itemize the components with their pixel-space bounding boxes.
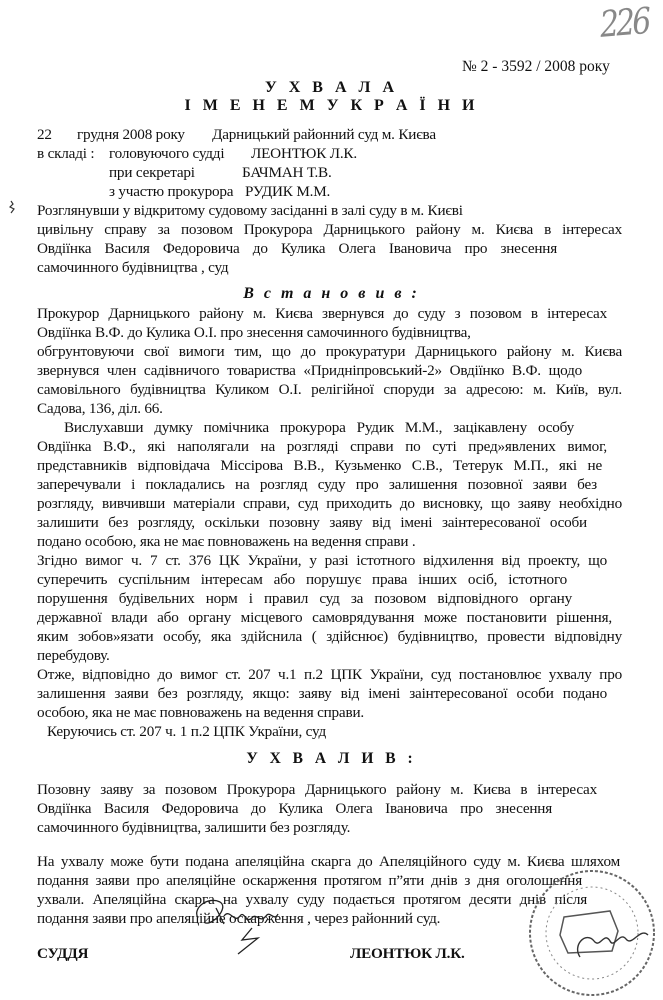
judge-signature-icon <box>190 888 290 958</box>
margin-ink-mark-icon <box>8 200 16 214</box>
appeal-line: На ухвалу може бути подана апеляційна скарга до Апеляційного суду м. Києва шляхом <box>37 853 620 870</box>
section-heading-established: В с т а н о в и в : <box>243 285 420 302</box>
intro-line: цивільну справу за позовом Прокурора Дарницького району м. Києва в інтересах <box>37 221 622 238</box>
handwritten-page-number: 226 <box>598 0 650 47</box>
established-line: Керуючись ст. 207 ч. 1 п.2 ЦПК України, суд <box>47 723 326 740</box>
ruling-line: самочинного будівництва, залишити без розгляду. <box>37 819 351 836</box>
intro-line: самочинного будівництва , суд <box>37 259 229 276</box>
established-line: звернувся член садівничого товариства «Придніпровський-2» Овдіїнко В.Ф. щодо <box>37 362 582 379</box>
established-line: Овдіїнка В.Ф. до Кулика О.І. про знесення самочинного будівництва, <box>37 324 471 341</box>
established-line: Згідно вимог ч. 7 ст. 376 ЦК України, у разі істотного відхилення від проекту, що <box>37 552 607 569</box>
document-subtitle: І М Е Н Е М У К Р А Ї Н И <box>184 97 479 114</box>
established-line: представників відповідача Міссірова В.В., Кузьменко С.В., Тетерук М.П., які не <box>37 457 602 474</box>
appeal-line: подання заяви про апеляційне оскарження протягом п”яти днів з дня оголошення <box>37 872 582 889</box>
established-line: Овдіїнка В.Ф., які наполягали на розгляді справи по суті пред»явлених вимог, <box>37 438 607 455</box>
established-line: державної влади або органу місцевого самоврядування може постановити рішення, <box>37 609 612 626</box>
established-line: Прокурор Дарницького району м. Києва звернувся до суду з позовом в інтересах <box>37 305 607 322</box>
secretary-label: при секретарі <box>109 164 195 181</box>
court-name: Дарницький районний суд м. Києва <box>212 126 436 143</box>
established-line: Вислухавши думку помічника прокурора Рудик М.М., зацікавлену особу <box>64 419 574 436</box>
judge-label: СУДДЯ <box>37 945 89 962</box>
established-line: залишення заяви без розгляду, якщо: заяву від імені заінтересованої особи подано <box>37 685 607 702</box>
established-line: яким зобов»язати особу, яка здійснила ( здійснює) будівництво, провести відповідну <box>37 628 622 645</box>
established-line: суперечить суспільним інтересам або порушує права інших осіб, істотного <box>37 571 567 588</box>
prosecutor-label: з участю прокурора <box>109 183 234 200</box>
established-line: перебудову. <box>37 647 110 664</box>
document-title: У Х В А Л А <box>265 79 398 96</box>
ruling-line: Позовну заяву за позовом Прокурора Дарницького району м. Києва в інтересах <box>37 781 597 798</box>
established-line: заперечували і покладались на розгляд суду про залишення позовної заяви без <box>37 476 597 493</box>
section-heading-ruled: У Х В А Л И В : <box>246 750 417 767</box>
established-line: залишити без розгляду, оскільки позовну заяву від імені заінтересованої особи <box>37 514 587 531</box>
composition-line <box>37 144 357 163</box>
ruling-line: Овдіїнка Василя Федоровича до Кулика Олега Івановича про знесення <box>37 800 552 817</box>
established-line: особою, яка не має повноважень на ведення справи. <box>37 704 364 721</box>
appeal-line: ухвали. Апеляційна скарга на ухвалу суду подається протягом десяти днів після <box>37 891 587 908</box>
case-number: № 2 - 3592 / 2008 року <box>462 58 610 75</box>
intro-line: Овдіїнка Василя Федоровича до Кулика Олега Івановича про знесення <box>37 240 557 257</box>
established-line: Отже, відповідно до вимог ст. 207 ч.1 п.2 ЦПК України, суд постановлює ухвалу про <box>37 666 622 683</box>
hearing-day: 22 <box>37 126 52 143</box>
court-seal-stamp-icon <box>520 865 660 1000</box>
established-line: порушення будівельних норм і правил суд за позовом відповідного органу <box>37 590 572 607</box>
prosecutor-name: РУДИК М.М. <box>245 183 331 200</box>
appeal-line: подання заяви про апеляційне оскарження , через районний суд. <box>37 910 441 927</box>
presiding-judge-name: ЛЕОНТЮК Л.К. <box>251 145 357 162</box>
secretary-name: БАЧМАН Т.В. <box>242 164 332 181</box>
hearing-date-line <box>37 125 436 144</box>
established-line: самовільного будівництва Куликом О.І. релігійної споруди за адресою: м. Київ, вул. <box>37 381 622 398</box>
established-line: подано особою, яка не має повноважень на ведення справи . <box>37 533 416 550</box>
hearing-month-year: грудня 2008 року <box>77 126 185 143</box>
established-line: обгрунтовуючи свої вимоги тим, що до прокуратури Дарницького району м. Києва <box>37 343 622 360</box>
judge-name: ЛЕОНТЮК Л.К. <box>350 945 465 962</box>
presiding-label: головуючого судді <box>109 145 225 162</box>
composition-label: в складі : <box>37 145 95 162</box>
established-line: розгляду, вивчивши матеріали справи, суд приходить до висновку, що заяву необхідно <box>37 495 622 512</box>
intro-line: Розглянувши у відкритому судовому засіданні в залі суду в м. Києві <box>37 202 463 219</box>
established-line: Садова, 136, діл. 66. <box>37 400 163 417</box>
